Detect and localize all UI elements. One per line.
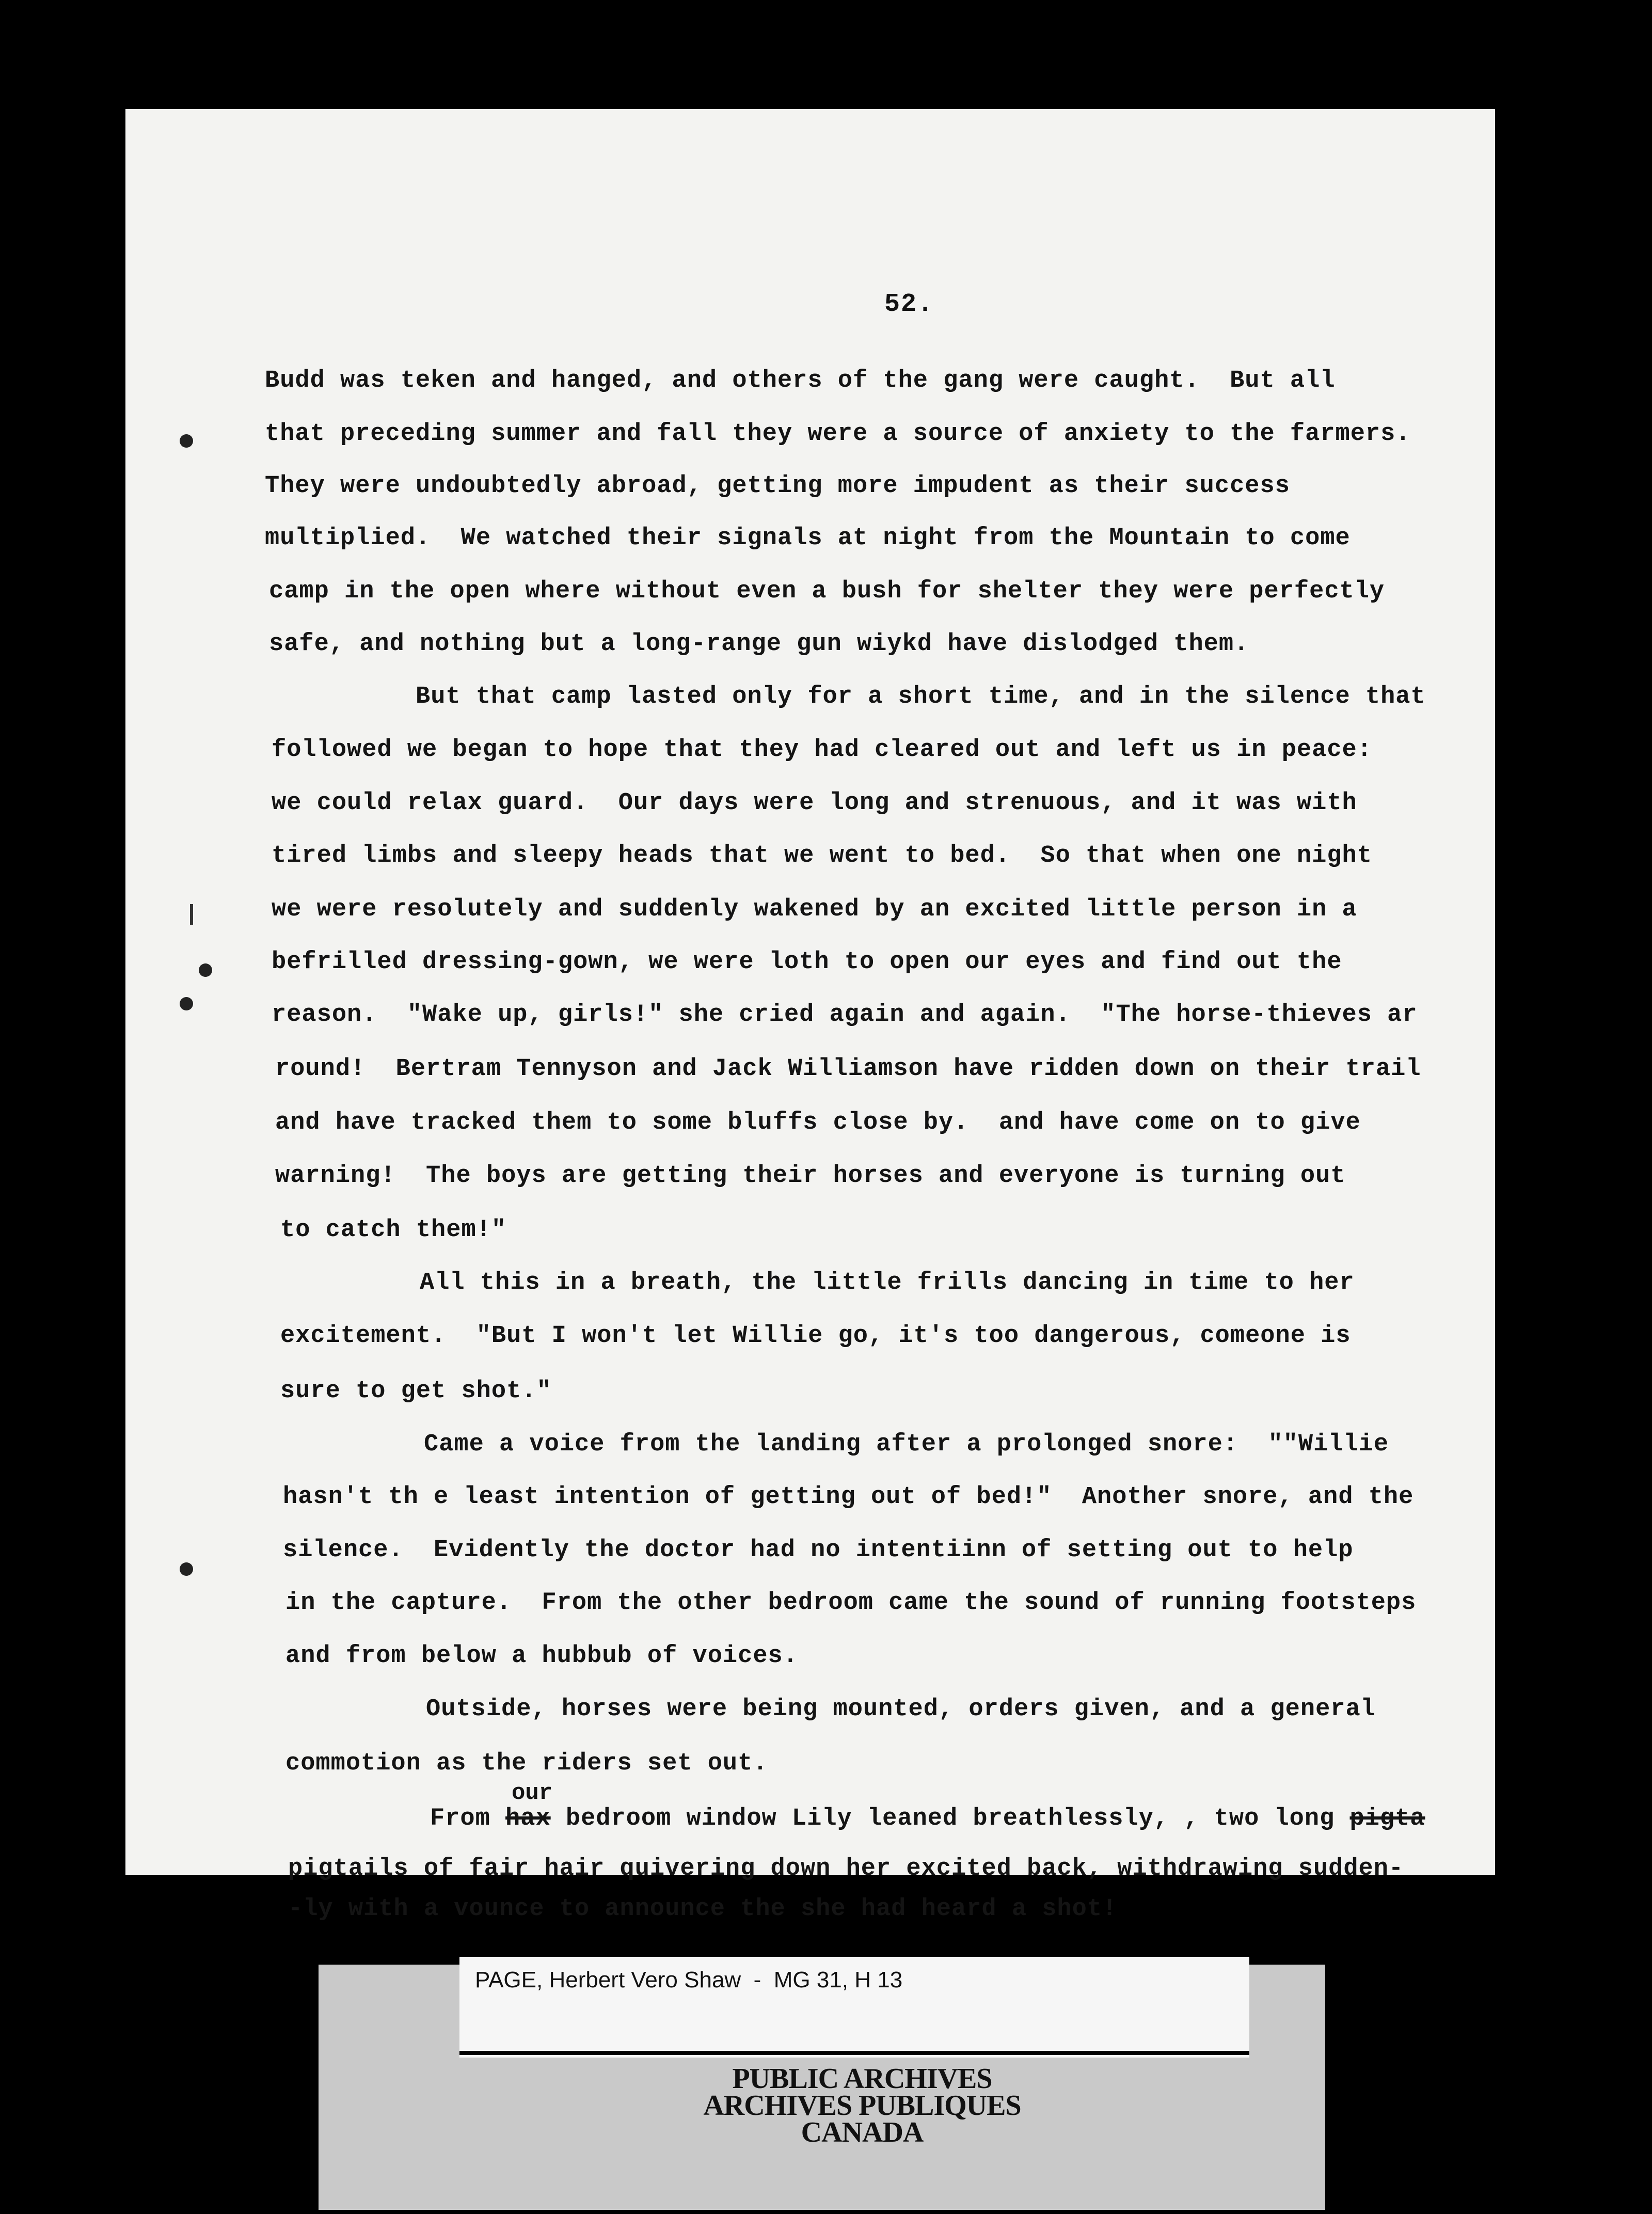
archives-stamp [570,2065,1154,2146]
page-number: 52. [884,290,934,319]
text-line-from [430,1805,1425,1832]
punch-mark [199,963,212,977]
punch-mark [180,434,193,448]
text-line: in the capture. From the other bedroom came the sound of running footsteps [285,1589,1417,1617]
text-line: reason. "Wake up, girls!" she cried again and again. "The horse-thieves ar [272,1001,1418,1029]
text-line: hasn't th e least intention of getting out of bed!" Another snore, and the [283,1483,1414,1511]
text-line: But that camp lasted only for a short time, and in the silence that [416,683,1426,710]
text-line: Budd was teken and hanged, and others of the gang were caught. But all [265,367,1336,394]
text-line: to catch them!" [280,1216,507,1244]
text-line: we could relax guard. Our days were long and strenuous, and it was with [272,789,1357,817]
from-line-start: From [430,1805,506,1832]
text-line: commotion as the riders set out. [285,1750,768,1777]
text-line: tired limbs and sleepy heads that we went to bed. So that when one night [272,842,1372,869]
text-line: All this in a breath, the little frills dancing in time to her [420,1269,1355,1296]
text-line: that preceding summer and fall they were a source of anxiety to the farmers. [265,420,1411,448]
punch-mark [180,1562,193,1576]
text-line: safe, and nothing but a long-range gun wiykd have dislodged them. [269,630,1249,658]
text-line: and from below a hubbub of voices. [285,1642,798,1670]
text-line: warning! The boys are getting their horses and everyone is turning out [275,1162,1346,1190]
text-line: sure to get shot." [280,1378,552,1405]
struck-word-end: pigta [1349,1805,1425,1832]
archive-reference: PAGE, Herbert Vero Shaw - MG 31, H 13 [475,1967,903,1992]
text-line: and have tracked them to some bluffs close by. and have come on to give [275,1109,1361,1136]
text-line: multiplied. We watched their signals at night from the Mountain to come [265,525,1351,552]
text-line: round! Bertram Tennyson and Jack Williamson have ridden down on their trail [275,1055,1421,1083]
text-line: camp in the open where without even a bush for shelter they were perfectly [269,578,1385,605]
text-line: -ly with a vounce to announce the she had heard a shot! [288,1895,1118,1923]
text-line: we were resolutely and suddenly wakened by an excited little person in a [272,896,1357,923]
stamp-line-3: CANADA [801,2116,924,2148]
text-line: befrilled dressing-gown, we were loth to open our eyes and find out the [272,948,1342,976]
from-line-rest: bedroom window Lily leaned breathlessly, , two long [550,1805,1350,1832]
text-line: Came a voice from the landing after a prolonged snore: ""Willie [424,1431,1389,1458]
text-line: pigtails of fair hair quivering down her excited back, withdrawing sudden- [288,1855,1404,1883]
punch-mark [180,997,193,1010]
text-line: excitement. "But I won't let Willie go, it's too dangerous, comeone is [280,1322,1351,1350]
handwritten-insertion: our [512,1780,553,1806]
document-page [125,109,1495,1923]
text-line: silence. Evidently the doctor had no intentiinn of setting out to help [283,1537,1354,1564]
struck-word: hax [505,1805,551,1832]
text-line: Outside, horses were being mounted, orders given, and a general [426,1696,1376,1723]
stamp-line-1: PUBLIC ARCHIVES [732,2063,992,2095]
tick-mark [190,904,193,925]
label-divider [459,2051,1249,2055]
stamp-line-2: ARCHIVES PUBLIQUES [703,2090,1021,2122]
text-line: followed we began to hope that they had cleared out and left us in peace: [272,736,1372,764]
text-line: They were undoubtedly abroad, getting more impudent as their success [265,472,1290,500]
